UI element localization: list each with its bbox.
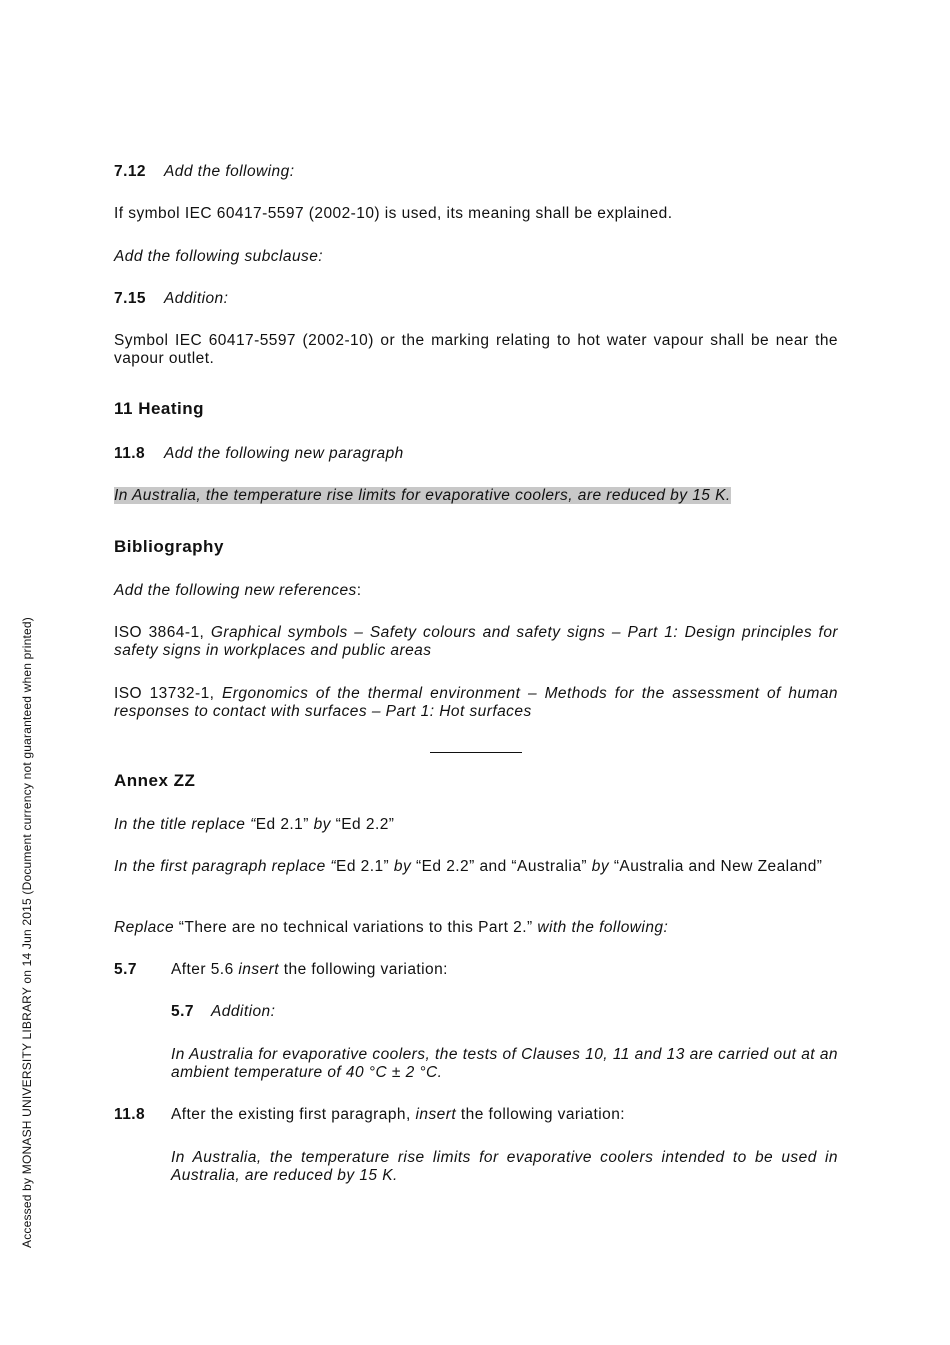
text-part: In the first paragraph replace “ bbox=[114, 858, 337, 875]
text-part: After 5.6 bbox=[171, 961, 239, 978]
text-part: with the following: bbox=[537, 919, 669, 936]
annex-replace-line bbox=[114, 919, 838, 937]
text-part: insert bbox=[238, 961, 280, 978]
instruction-colon: : bbox=[356, 582, 362, 599]
subclause-instruction: Add the following subclause: bbox=[114, 248, 324, 265]
reference-code: ISO 3864-1, bbox=[114, 624, 205, 641]
clause-7-15-text: Symbol IEC 60417-5597 (2002-10) or the marking relating to hot water vapour shall be near the vapour outlet. bbox=[114, 332, 838, 367]
highlighted-text: In Australia, the temperature rise limits for evaporative coolers, are reduced by 15 K. bbox=[114, 487, 731, 504]
variation-11-8-sub-text: In Australia, the temperature rise limits for evaporative coolers intended to be used in Australia, are reduced by 15 K. bbox=[171, 1149, 838, 1184]
variation-text bbox=[171, 961, 448, 979]
clause-number: 11.8 bbox=[114, 445, 146, 462]
clause-instruction: Addition: bbox=[164, 290, 229, 307]
reference-code: ISO 13732-1, bbox=[114, 685, 215, 702]
text-part: the following variation: bbox=[279, 961, 448, 978]
clause-7-12-heading bbox=[114, 163, 838, 181]
text-part: In the title replace “ bbox=[114, 816, 256, 833]
bibliography-heading: Bibliography bbox=[114, 537, 224, 556]
clause-instruction: Addition: bbox=[211, 1003, 276, 1020]
clause-number: 7.15 bbox=[114, 290, 146, 307]
clause-instruction: Add the following: bbox=[164, 163, 295, 180]
clause-number: 7.12 bbox=[114, 163, 146, 180]
annex-heading: Annex ZZ bbox=[114, 771, 196, 790]
reference-title: Ergonomics of the thermal environment – Methods for the assessment of human responses to contact with surfaces – Part 1: Hot surfaces bbox=[114, 685, 838, 720]
text-part: by bbox=[587, 858, 614, 875]
clause-7-15-heading bbox=[114, 290, 838, 308]
variation-5-7 bbox=[114, 961, 838, 979]
bibliography-reference-2 bbox=[114, 685, 838, 721]
variation-11-8 bbox=[114, 1106, 838, 1124]
text-part: Ed 2.1” bbox=[255, 816, 309, 833]
clause-instruction: Add the following new paragraph bbox=[164, 445, 404, 462]
text-part: by bbox=[389, 858, 416, 875]
clause-number: 5.7 bbox=[171, 1003, 194, 1020]
clause-7-12-text: If symbol IEC 60417-5597 (2002-10) is used, its meaning shall be explained. bbox=[114, 205, 673, 222]
heating-heading: 11 Heating bbox=[114, 399, 205, 418]
text-part: the following variation: bbox=[456, 1106, 626, 1123]
bibliography-reference-1 bbox=[114, 624, 838, 660]
variation-5-7-sub-text: In Australia for evaporative coolers, the tests of Clauses 10, 11 and 13 are carried out at an ambient temperature of 40 °C ± 2 °C. bbox=[171, 1046, 838, 1081]
text-part: Replace bbox=[114, 919, 175, 936]
reference-title: Graphical symbols – Safety colours and safety signs – Part 1: Design principles for safety signs in workplaces and public areas bbox=[114, 624, 838, 659]
highlighted-paragraph bbox=[114, 487, 838, 505]
section-separator bbox=[430, 752, 522, 753]
instruction-text: Add the following new references bbox=[114, 582, 357, 599]
annex-paragraph-replace bbox=[114, 858, 838, 876]
variation-number: 11.8 bbox=[114, 1106, 146, 1123]
text-part: After the existing first paragraph, bbox=[171, 1106, 416, 1123]
text-part: “Ed 2.2” and “Australia” bbox=[415, 858, 588, 875]
annex-title-replace bbox=[114, 816, 838, 834]
access-watermark: Accessed by MONASH UNIVERSITY LIBRARY on 14 Jun 2015 (Document currency not guaranteed when printed) bbox=[20, 617, 34, 1248]
text-part: insert bbox=[415, 1106, 457, 1123]
text-part: “Australia and New Zealand” bbox=[613, 858, 823, 875]
text-part: “There are no technical variations to this Part 2.” bbox=[174, 919, 538, 936]
bibliography-instruction bbox=[114, 582, 838, 600]
variation-text bbox=[171, 1106, 625, 1124]
text-part: “Ed 2.2” bbox=[335, 816, 395, 833]
variation-number: 5.7 bbox=[114, 961, 137, 978]
text-part: by bbox=[308, 816, 336, 833]
variation-5-7-sub-heading bbox=[171, 1003, 838, 1021]
clause-11-8-heading bbox=[114, 445, 838, 463]
text-part: Ed 2.1” bbox=[336, 858, 390, 875]
